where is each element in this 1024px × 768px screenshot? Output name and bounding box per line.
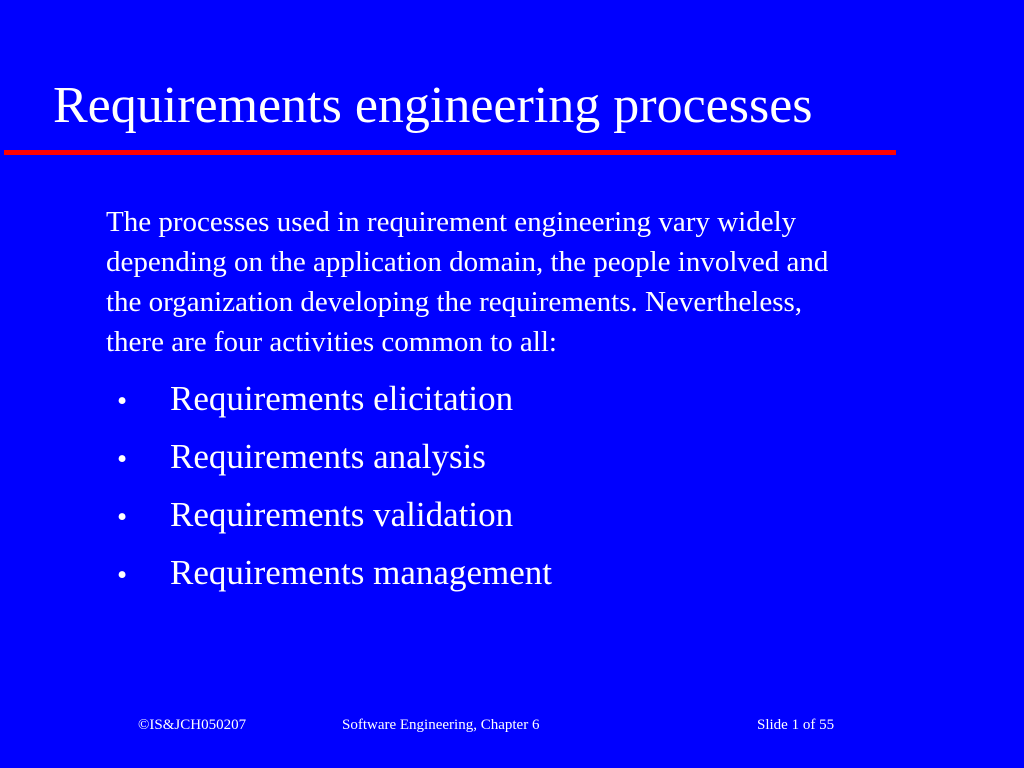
intro-line: the organization developing the requirements. Nevertheless, [106,286,803,318]
bullet-icon: • [117,501,128,533]
intro-paragraph [106,202,986,362]
footer-course-title: Software Engineering, Chapter 6 [342,717,540,733]
list-item [117,375,552,433]
bullet-icon: • [117,385,128,417]
bullet-icon: • [117,443,128,475]
list-item [117,433,552,491]
intro-line: The processes used in requirement engineering vary widely [106,206,797,238]
intro-line: depending on the application domain, the people involved and [106,246,829,278]
list-item [117,491,552,549]
intro-line: there are four activities common to all: [106,326,557,358]
footer-slide-number: Slide 1 of 55 [757,717,835,733]
list-item-label: Requirements validation [170,495,514,534]
list-item-label: Requirements management [170,553,552,592]
footer-copyright: ©IS&JCH050207 [138,717,247,733]
slide-title: Requirements engineering processes [53,77,813,134]
bullet-icon: • [117,559,128,591]
list-item [117,549,552,607]
list-item-label: Requirements elicitation [170,379,514,418]
list-item-label: Requirements analysis [170,437,486,476]
title-underline [4,150,896,155]
activity-list [117,375,552,607]
